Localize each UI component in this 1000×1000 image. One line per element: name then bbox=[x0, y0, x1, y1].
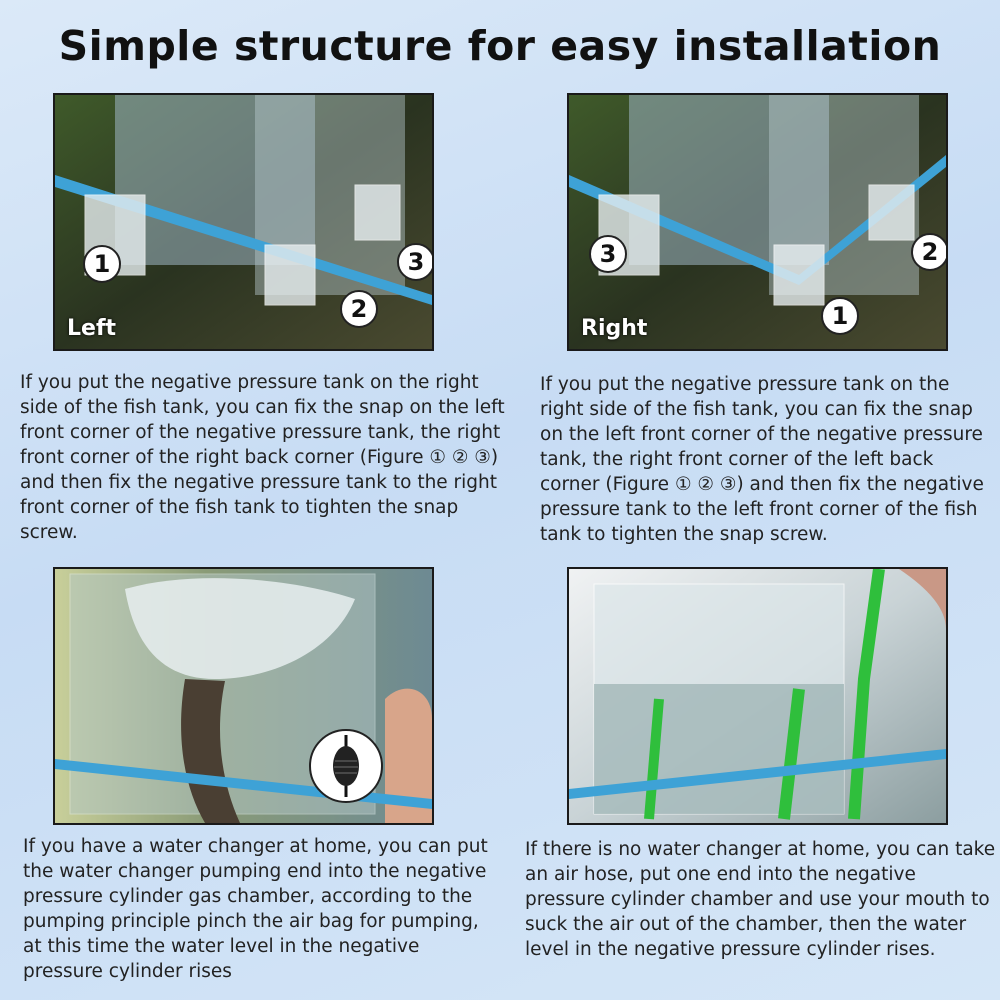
photo-water-changer bbox=[53, 567, 434, 825]
step-badge-2: 2 bbox=[911, 233, 948, 271]
caption-water-changer: If you have a water changer at home, you can put the water changer pumping end into the negative pressure cylinder gas chamber, according to the pumping principle pinch the air bag for pumping, at this time the water level in the negative pressure cylinder rises bbox=[23, 836, 488, 982]
step-badge-1: 1 bbox=[821, 297, 859, 335]
caption-left: If you put the negative pressure tank on the right side of the fish tank, you can fix the snap on the left front corner of the negative pressure tank, the right front corner of the right back corner (Figure ① ② ③) and then fix the negative pressure tank to the right front corner of the fish tank to tighten the snap screw. bbox=[20, 372, 505, 543]
photo-air-hose bbox=[567, 567, 948, 825]
photo-left-installation bbox=[53, 93, 434, 351]
caption-air-hose: If there is no water changer at home, you can take an air hose, put one end into the negative pressure cylinder chamber and use your mouth to suck the air out of the chamber, then the water level in the negative pressure cylinder rises. bbox=[525, 839, 996, 960]
photo-right-installation bbox=[567, 93, 948, 351]
page-title: Simple structure for easy installation bbox=[58, 22, 942, 70]
step-badge-1: 1 bbox=[83, 245, 121, 283]
side-label: Left bbox=[67, 316, 117, 341]
step-badge-2: 2 bbox=[340, 290, 378, 328]
pump-bulb-icon bbox=[309, 729, 383, 803]
side-label: Right bbox=[581, 316, 648, 341]
aquarium-illustration bbox=[569, 95, 946, 349]
air-hose-illustration bbox=[569, 569, 946, 823]
step-badge-3: 3 bbox=[589, 235, 627, 273]
caption-right: If you put the negative pressure tank on the right side of the fish tank, you can fix the snap on the left front corner of the negative pressure tank, the right front corner of the left back corner (Figure ① ② ③) and then fix the negative pressure tank to the left front corner of the fish tank to tighten the snap screw. bbox=[540, 374, 984, 545]
step-badge-3: 3 bbox=[397, 243, 434, 281]
